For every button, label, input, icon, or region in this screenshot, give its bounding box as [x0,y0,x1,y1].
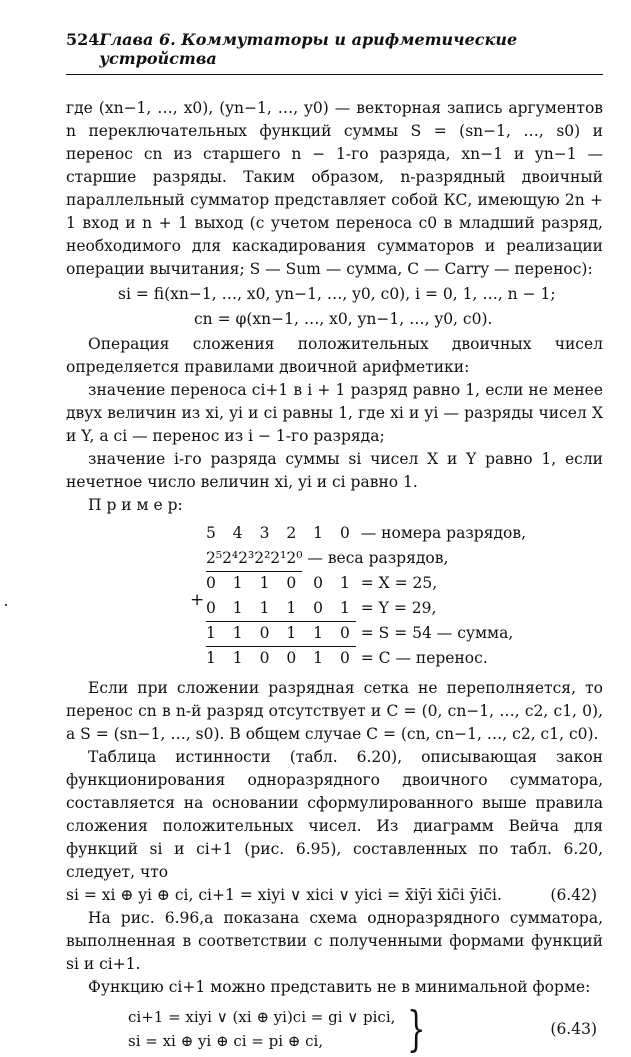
example-digits: 1 1 0 0 1 0 [206,649,356,667]
example-text: = X = 25, [360,574,438,592]
example-digits: 0 1 1 0 0 1 [206,574,356,592]
running-header [66,30,603,75]
paragraph-1: где (xn−1, …, x0), (yn−1, …, y0) — векторная запись аргументов n переключательных функций суммы S = (sn−1, …, s0) и перенос cn из старшего n − 1-го разряда, xn−1 и yn−1 — старшие разряды. Таким образом, n-разрядный двоичный параллельный сумматор представляет собой КС, имеющую 2n + 1 вход и n + 1 выход (с учетом переноса c0 в младший разряд, необходимого для каскадирования сумматоров и реализации операции вычитания; S — Sum — сумма, C — Carry — перенос): [66,99,603,278]
example-row-weights [66,546,603,571]
example-digits: 0 1 1 1 0 1 [206,596,356,622]
example-text: = Y = 29, [360,599,437,617]
example-label: П р и м е р: [88,496,183,514]
example-text: = S = 54 — сумма, [360,624,514,642]
paragraph-2: Операция сложения положительных двоичных чисел определяется правилами двоичной арифметики: [66,335,603,376]
example-text: — веса разрядов, [307,549,449,567]
example-row-positions [66,521,603,546]
equation-6-42-body: si = xi ⊕ yi ⊕ ci, ci+1 = xiyi ∨ xici ∨ yici = x̄iȳi x̄ic̄i ȳic̄i. [66,886,502,904]
equation-6-42 [66,884,603,907]
paragraph-3: значение переноса ci+1 в i + 1 разряд равно 1, если не менее двух величин из xi, yi и ci равны 1, где xi и yi — разряды чисел X и Y, а ci — перенос из i − 1-го разряда; [66,381,603,445]
paragraph-6: Таблица истинности (табл. 6.20), описывающая закон функционирования одноразрядного двоичного сумматора, составляется на основании сформулированного выше правила сложения положительных чисел. Из диаграмм Вейча для функций si и ci+1 (рис. 6.95), составленных по табл. 6.20, следует, что [66,748,603,881]
system-line-1: ci+1 = xiyi ∨ (xi ⊕ yi)ci = gi ∨ pici, [128,1008,396,1026]
plus-sign: + [190,590,205,610]
equation-system-lines [66,1005,395,1053]
example-row-x [66,571,603,596]
paragraph-4: значение i-го разряда суммы si чисел X и Y равно 1, если нечетное число величин xi, yi и ci равно 1. [66,450,603,491]
example-text: = C — перенос. [360,649,488,667]
system-line-2: si = xi ⊕ yi ⊕ ci = pi ⊕ ci, [128,1032,324,1050]
equation-si: si = fi(xn−1, …, x0, yn−1, …, y0, c0), i = 0, 1, …, n − 1; [118,285,556,303]
equation-system-6-43 [66,1001,603,1057]
example-digits: 5 4 3 2 1 0 [206,524,356,542]
paragraph-8: Функцию ci+1 можно представить не в минимальной форме: [88,978,591,996]
scan-mark-icon [4,600,8,610]
chapter-title: Глава 6. Коммутаторы и арифметические устройства [99,30,518,68]
equation-cn: cn = φ(xn−1, …, x0, yn−1, …, y0, c0). [194,310,493,328]
addition-example [66,521,603,671]
paragraph-7: На рис. 6.96,а показана схема одноразрядного сумматора, выполненная в соответствии с полученными формами функций si и ci+1. [66,909,603,973]
example-row-y [66,596,603,621]
page-body [66,97,603,1057]
right-brace-icon: } [407,1001,426,1057]
equation-number: (6.42) [550,886,597,904]
paragraph-5: Если при сложении разрядная сетка не переполняется, то перенос cn в n-й разряд отсутствует и C = (0, cn−1, …, c2, c1, 0), а S = (sn−1, …, s0). В общем случае C = (cn, cn−1, …, c2, c1, c0). [66,679,603,743]
example-text: — номера разрядов, [360,524,527,542]
example-digits: 2⁵2⁴2³2²2¹2⁰ [206,546,302,572]
addend-group [66,571,603,621]
equation-number: (6.43) [550,1019,597,1038]
page-number: 524 [66,30,100,49]
example-row-carry [66,646,603,671]
example-row-sum [66,621,603,646]
example-digits: 1 1 0 1 1 0 [206,621,356,647]
